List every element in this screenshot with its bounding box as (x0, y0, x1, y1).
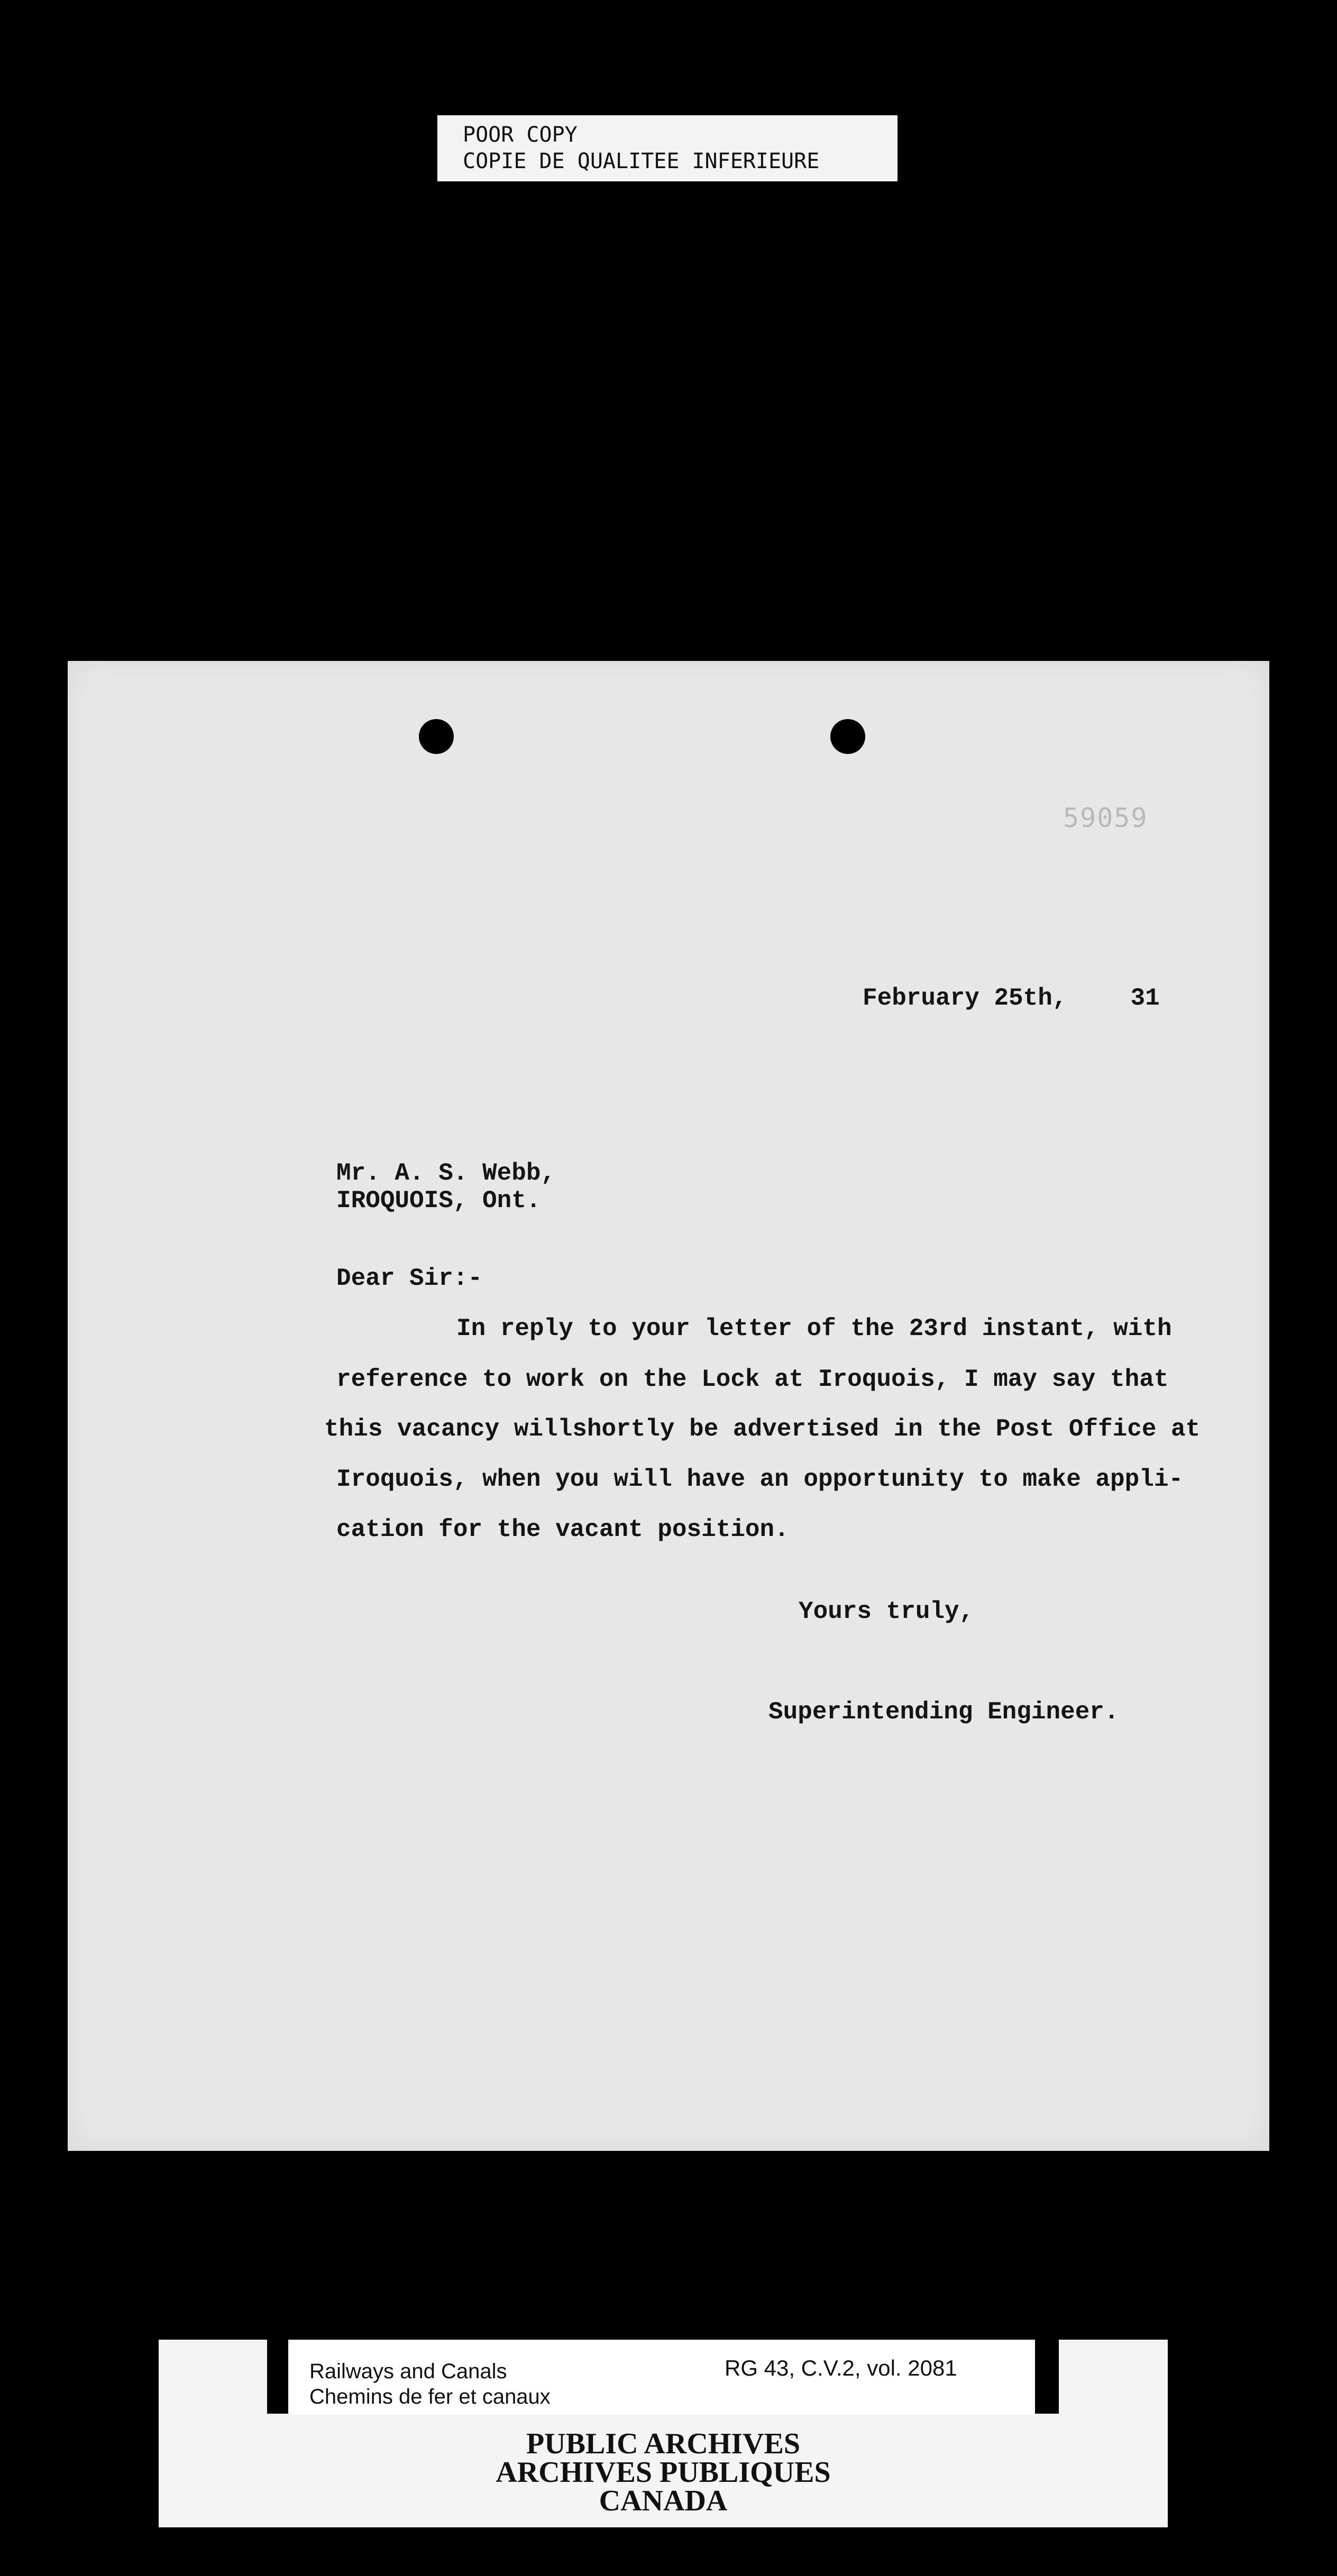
archive-reference-box (288, 2340, 1035, 2415)
recipient-location: IROQUOIS, Ont. (336, 1187, 541, 1215)
punch-hole-right (830, 719, 865, 754)
letter-date-text: February 25th, (863, 985, 1067, 1012)
archive-country: CANADA (599, 2485, 728, 2517)
salutation: Dear Sir:- (336, 1265, 483, 1292)
poor-copy-label (437, 115, 898, 181)
letter-page (68, 661, 1269, 2151)
signature-title: Superintending Engineer. (768, 1698, 1119, 1726)
archive-label (159, 2340, 1168, 2527)
body-line: Iroquois, when you will have an opportunity to make appli- (336, 1466, 1184, 1493)
fonds-name-fr: Chemins de fer et canaux (309, 2385, 551, 2408)
body-line: cation for the vacant position. (336, 1516, 789, 1543)
archive-title-en: PUBLIC ARCHIVES (526, 2427, 801, 2460)
file-stamp-number: 59059 (1063, 803, 1148, 833)
body-line: this vacancy willshortly be advertised in the Post Office at (324, 1415, 1201, 1443)
letter-date (863, 986, 1160, 1010)
poor-copy-line-en: POOR COPY (463, 123, 578, 147)
archive-title-fr: ARCHIVES PUBLIQUES (496, 2456, 831, 2489)
body-line: In reply to your letter of the 23rd instant, with (456, 1315, 1172, 1342)
closing: Yours truly, (799, 1598, 974, 1625)
letter-year: 31 (1130, 985, 1160, 1012)
body-line: reference to work on the Lock at Iroquois, I may say that (336, 1366, 1169, 1393)
archive-reference: RG 43, C.V.2, vol. 2081 (725, 2356, 957, 2380)
fonds-name-en: Railways and Canals (309, 2360, 507, 2383)
poor-copy-line-fr: COPIE DE QUALITEE INFERIEURE (463, 149, 820, 173)
punch-hole-left (419, 719, 454, 754)
recipient-name: Mr. A. S. Webb, (336, 1160, 556, 1187)
